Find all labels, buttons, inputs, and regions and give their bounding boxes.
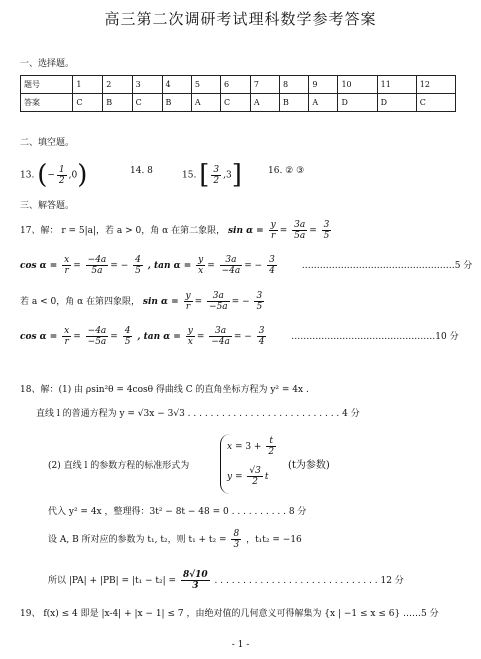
q17-line3: 若 a < 0，角 α 在第四象限， sin α = $\frac{y}{r}$ = $\frac{3a}{-5a}$ = − $\frac{3}{5}$ (20, 291, 263, 312)
q18-line5: 设 A, B 所对应的参数为 t₁, t₂，则 t₁ + t₂ = $\frac{8}{3}$ ，t₁t₂ = −16 (48, 529, 302, 550)
param-note: (t为参数) (288, 460, 330, 471)
table-cell: 6 (221, 76, 251, 94)
table-cell: A (309, 94, 338, 112)
table-cell: 题号 (21, 76, 73, 94)
table-cell: B (103, 94, 132, 112)
page-number: - 1 - (231, 640, 250, 650)
q19-line: 19、 f(x) ≤ 4 即是 |x-4| + |x − 1| ≤ 7 ，由绝对值的几何意义可得解集为 {x | −1 ≤ x ≤ 6} ……5 分 (20, 609, 439, 619)
section-solutions: 三、解答题。 (20, 201, 75, 211)
q18-line3: (2) 直线 l 的参数方程的标准形式为 (48, 461, 190, 471)
page-title: 高三第二次调研考试理科数学参考答案 (104, 10, 377, 28)
table-cell: C (221, 94, 251, 112)
q17-line2: cos α = $\frac{x}{r}$ = $\frac{-4a}{5a}$ = − $\frac{4}{5}$ , tan α = $\frac{y}{x}$ = $\frac{3a}{-4a}$ = − $\frac{3}{4}$ ……………………………………………5 分 (20, 255, 473, 276)
table-cell: B (280, 94, 309, 112)
q18-line1: 18、解：(1) 由 ρsin²θ = 4cosθ 得曲线 C 的直角坐标方程为 y² = 4x . (20, 385, 309, 395)
table-cell: C (416, 94, 455, 112)
table-cell: C (73, 94, 103, 112)
q18-line4: 代入 y² = 4x ，整理得：3t² − 8t − 48 = 0 . . . . . . . . . . 8 分 (48, 507, 307, 517)
answer-table (20, 75, 456, 112)
table-cell: 10 (338, 76, 377, 94)
parametric-system: x = 3 + $\frac{t}{2}$ y = $\frac{√3}{2}$ t (220, 434, 321, 494)
table-cell: D (338, 94, 377, 112)
answer-14: 14. 8 (130, 166, 153, 176)
section-multiple-choice: 一、选择题。 (20, 59, 75, 69)
table-cell: 7 (250, 76, 279, 94)
table-cell: A (191, 94, 220, 112)
table-cell: C (132, 94, 162, 112)
table-cell: 12 (416, 76, 455, 94)
table-cell: D (377, 94, 416, 112)
q18-line2: 直线 l 的普通方程为 y = √3x − 3√3 . . . . . . . . . . . . . . . . . . . . . . . . . . . 4 分 (36, 409, 360, 419)
table-cell: 11 (377, 76, 416, 94)
table-cell: 8 (280, 76, 309, 94)
table-cell: 3 (132, 76, 162, 94)
table-cell: 5 (191, 76, 220, 94)
q18-line6: 所以 |PA| + |PB| = |t₁ − t₂| = $\frac{8√10}{3}$ . . . . . . . . . . . . . . . . . . . . . . . . . . . . . 12 分 (48, 570, 404, 591)
table-row (21, 76, 456, 94)
table-cell: 9 (309, 76, 338, 94)
table-cell: 2 (103, 76, 132, 94)
section-fill-blank: 二、填空题。 (20, 138, 75, 148)
table-cell: 1 (73, 76, 103, 94)
table-cell: 答案 (21, 94, 73, 112)
table-cell: 4 (162, 76, 191, 94)
answer-13: 13. (− $\frac{1}{2}$ ,0) (20, 160, 88, 190)
answer-16: 16. ② ③ (268, 166, 305, 176)
answer-15: 15. [ $\frac{3}{2}$ ,3] (182, 160, 242, 190)
table-cell: A (250, 94, 279, 112)
table-cell: B (162, 94, 191, 112)
q17-line1: 17、解： r = 5|a|，若 a > 0，角 α 在第二象限， sin α = $\frac{y}{r}$ = $\frac{3a}{5a}$ = $\frac{3}{5}$ (20, 220, 330, 241)
table-row (21, 94, 456, 112)
q17-line4: cos α = $\frac{x}{r}$ = $\frac{-4a}{-5a}$ = $\frac{4}{5}$ , tan α = $\frac{y}{x}$ = $\frac{3a}{-4a}$ = − $\frac{3}{4}$ …………………………………………10 分 (20, 326, 459, 347)
